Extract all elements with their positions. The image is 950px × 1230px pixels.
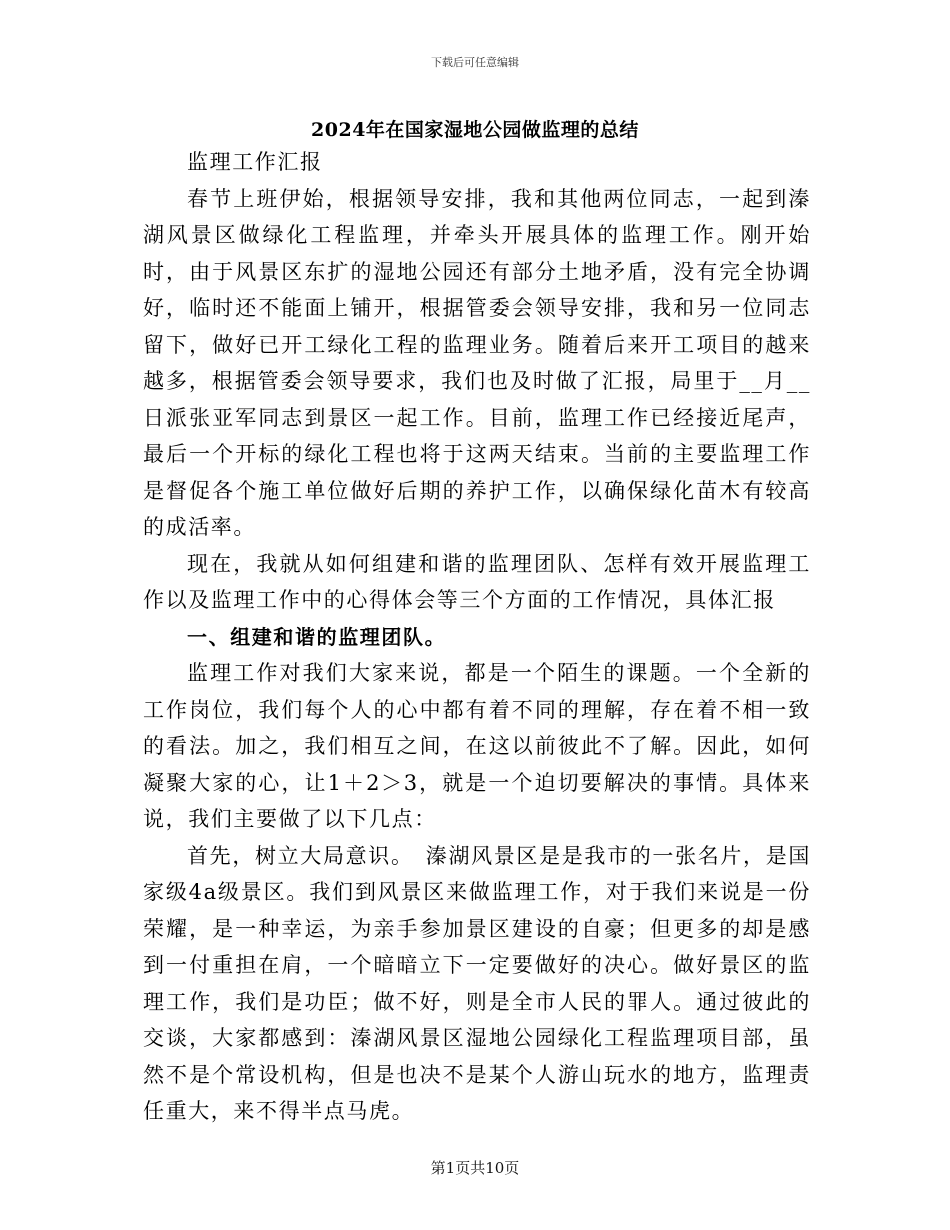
section-heading-1: 一、组建和谐的监理团队。 xyxy=(187,624,447,649)
page-number-footer: 第1页共10页 xyxy=(430,1159,520,1177)
section-label: 监理工作汇报 xyxy=(187,150,323,174)
document-body xyxy=(143,144,811,1130)
page-header-note: 下载后可任意编辑 xyxy=(431,56,519,69)
document-title: 2024年在国家湿地公园做监理的总结 xyxy=(311,119,639,141)
paragraph-team: 监理工作对我们大家来说，都是一个陌生的课题。一个全新的工作岗位，我们每个人的心中都有着不同的理解，存在着不相一致的看法。加之，我们相互之间，在这以前彼此不了解。因此，如何凝聚大家的心，让1＋2＞3，就是一个迫切要解决的事情。具体来说，我们主要做了以下几点： xyxy=(143,661,811,831)
paragraph-overview: 现在，我就从如何组建和谐的监理团队、怎样有效开展监理工作以及监理工作中的心得体会等三个方面的工作情况，具体汇报 xyxy=(143,551,811,612)
paragraph-first-point: 首先，树立大局意识。 溱湖风景区是是我市的一张名片，是国家级4a级景区。我们到风景区来做监理工作，对于我们来说是一份荣耀，是一种幸运，为亲手参加景区建设的自豪；但更多的却是感到一付重担在肩，一个暗暗立下一定要做好的决心。做好景区的监理工作，我们是功臣；做不好，则是全市人民的罪人。通过彼此的交谈，大家都感到：溱湖风景区湿地公园绿化工程监理项目部，虽然不是个常设机构，但是也决不是某个人游山玩水的地方，监理责任重大，来不得半点马虎。 xyxy=(143,843,811,1123)
paragraph-intro: 春节上班伊始，根据领导安排，我和其他两位同志，一起到溱湖风景区做绿化工程监理，并牵头开展具体的监理工作。刚开始时，由于风景区东扩的湿地公园还有部分土地矛盾，没有完全协调好，临时还不能面上铺开，根据管委会领导安排，我和另一位同志留下，做好已开工绿化工程的监理业务。随着后来开工项目的越来越多，根据管委会领导要求，我们也及时做了汇报，局里于__月__日派张亚军同志到景区一起工作。目前，监理工作已经接近尾声，最后一个开标的绿化工程也将于这两天结束。当前的主要监理工作是督促各个施工单位做好后期的养护工作，以确保绿化苗木有较高的成活率。 xyxy=(143,186,811,539)
